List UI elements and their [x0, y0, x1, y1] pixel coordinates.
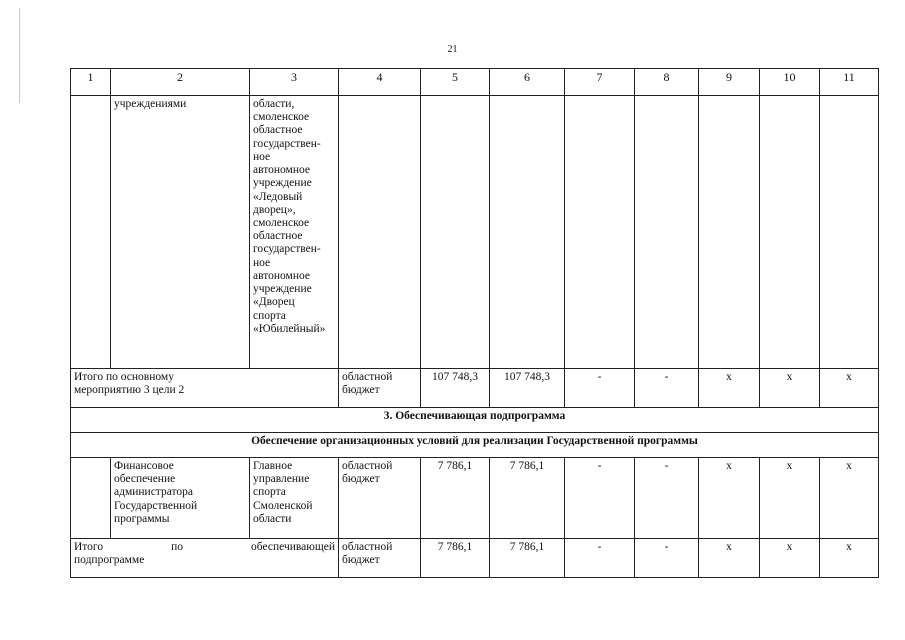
section-title: 3. Обеспечивающая подпрограмма [71, 408, 879, 433]
total-sub-col7: - [565, 539, 635, 578]
fin-cell-9: х [699, 458, 760, 539]
line: учреждение [253, 177, 312, 190]
line: смоленское [253, 216, 310, 229]
cont-cell-2: учреждениями [111, 96, 250, 369]
header-cell-10: 10 [760, 69, 820, 96]
fin-cell-10: х [760, 458, 820, 539]
line: области, [253, 98, 295, 110]
line: учреждение [253, 283, 312, 296]
header-cell-6: 6 [490, 69, 565, 96]
budget-table [70, 68, 879, 578]
fin-cell-2: Финансовое обеспечение администратора Государственной программы [111, 458, 250, 539]
header-row [71, 69, 879, 96]
cont-cell-5 [421, 96, 490, 369]
header-cell-5: 5 [421, 69, 490, 96]
fin-cell-11: х [820, 458, 879, 539]
page-number: 21 [447, 44, 458, 55]
total-sub-col11: х [820, 539, 879, 578]
cont-cell-7 [565, 96, 635, 369]
fin-cell-1 [71, 458, 111, 539]
line: государствен- [253, 243, 321, 256]
header-cell-7: 7 [565, 69, 635, 96]
header-cell-1: 1 [71, 69, 111, 96]
total-measure-col5: 107 748,3 [421, 369, 490, 408]
fin-cell-3: Главное управление спорта Смоленской области [250, 458, 339, 539]
line: ное [253, 256, 271, 269]
line: автономное [253, 269, 310, 282]
section-subtitle: Обеспечение организационных условий для реализации Государственной программы [71, 433, 879, 458]
table-row-continuation [71, 96, 879, 369]
total-sub-col8: - [635, 539, 699, 578]
table-row-total-subprogram [71, 539, 879, 578]
section-subtitle-row [71, 433, 879, 458]
total-measure-col11: х [820, 369, 879, 408]
header-cell-3: 3 [250, 69, 339, 96]
cont-cell-10 [760, 96, 820, 369]
fin-cell-6: 7 786,1 [490, 458, 565, 539]
cont-cell-1 [71, 96, 111, 369]
total-measure-label: Итого по основному мероприятию 3 цели 2 [71, 369, 339, 408]
line: автономное [253, 164, 310, 177]
line: дворец», [253, 203, 296, 216]
total-sub-col9: х [699, 539, 760, 578]
total-measure-source: областной бюджет [339, 369, 421, 408]
line: областное [253, 124, 303, 137]
total-measure-col8: - [635, 369, 699, 408]
cont-cell-11 [820, 96, 879, 369]
total-sub-col10: х [760, 539, 820, 578]
total-measure-col9: х [699, 369, 760, 408]
total-sub-label: Итого по обеспечивающей подпрограмме [71, 539, 339, 578]
table-row-total-measure [71, 369, 879, 408]
header-cell-8: 8 [635, 69, 699, 96]
header-cell-2: 2 [111, 69, 250, 96]
line: «Юбилейный» [253, 322, 326, 335]
total-measure-col10: х [760, 369, 820, 408]
cont-cell-8 [635, 96, 699, 369]
line: «Дворец [253, 296, 295, 309]
fin-cell-4: областной бюджет [339, 458, 421, 539]
header-cell-11: 11 [820, 69, 879, 96]
total-measure-col7: - [565, 369, 635, 408]
line: «Ледовый [253, 190, 303, 203]
cont-cell-4 [339, 96, 421, 369]
table-row-financing [71, 458, 879, 539]
section-title-row [71, 408, 879, 433]
fin-cell-7: - [565, 458, 635, 539]
total-sub-col6: 7 786,1 [490, 539, 565, 578]
cont-cell-9 [699, 96, 760, 369]
fin-cell-8: - [635, 458, 699, 539]
cont-cell-3 [250, 96, 339, 369]
line: государствен- [253, 137, 321, 150]
cont-cell-6 [490, 96, 565, 369]
line: спорта [253, 309, 286, 322]
header-cell-4: 4 [339, 69, 421, 96]
header-cell-9: 9 [699, 69, 760, 96]
scan-edge-line [19, 8, 20, 103]
line: ное [253, 150, 271, 163]
total-measure-col6: 107 748,3 [490, 369, 565, 408]
total-sub-source: областной бюджет [339, 539, 421, 578]
line: смоленское [253, 111, 310, 124]
total-sub-col5: 7 786,1 [421, 539, 490, 578]
line: областное [253, 230, 303, 243]
fin-cell-5: 7 786,1 [421, 458, 490, 539]
